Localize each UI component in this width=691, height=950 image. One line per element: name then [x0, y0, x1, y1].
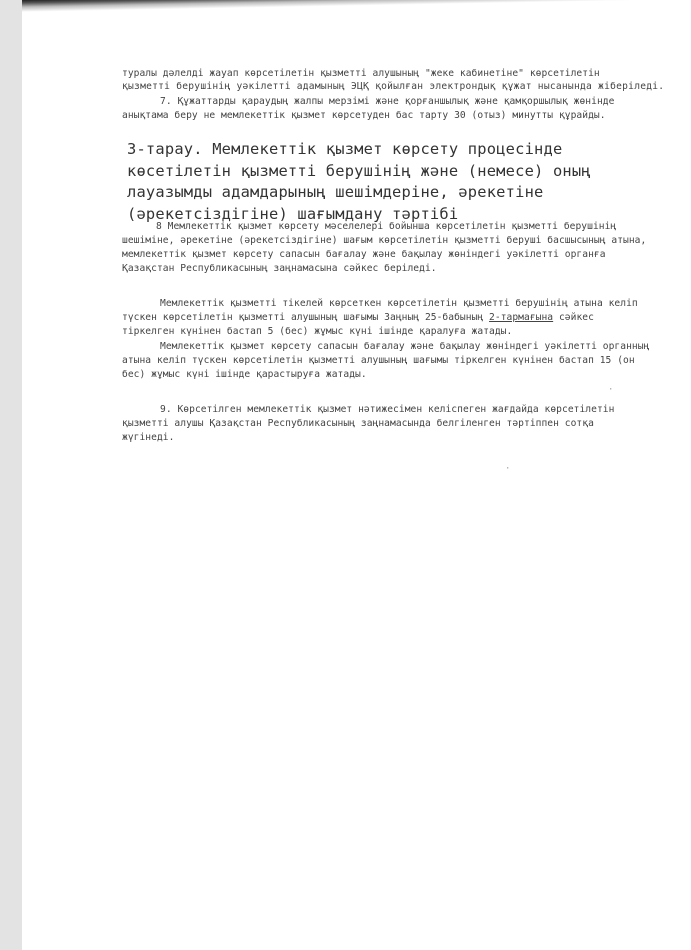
chapter-heading — [127, 139, 667, 225]
paragraph-8c-line: бес) жұмыс күні ішінде қарастыруға жатады. — [122, 369, 367, 380]
paragraph-7-line: анықтама беру не мемлекеттік қызмет көрсетуден бас тарту 30 (отыз) минутты құрайды. — [122, 110, 606, 121]
paragraph-9-line: 9. Көрсетілген мемлекеттік қызмет нәтижесімен келіспеген жағдайда көрсетілетін — [160, 404, 615, 415]
paragraph-9-line: жүгінеді. — [122, 432, 175, 443]
paragraph-8-line: 8 Мемлекеттік қызмет көрсету мәселелері бойынша көрсетілетін қызметті берушінің — [156, 221, 617, 232]
paragraph-8b-line — [122, 312, 594, 323]
paragraph-8b-line: тіркелген күнінен бастап 5 (бес) жұмыс күні ішінде қаралуға жатады. — [122, 326, 513, 337]
paragraph-9-line: қызметті алушы Қазақстан Республикасының заңнамасында белгіленген тәртіппен сотқа — [122, 418, 594, 429]
law-article-link[interactable]: 2-тармағына — [489, 312, 554, 323]
paragraph-text: түскен көрсетілетін қызметті алушының шағымы Заңның 25-бабының — [122, 312, 490, 323]
paragraph-line: туралы дәлелді жауап көрсетілетін қызметті алушының "жеке кабинетіне" көрсетілетін — [122, 68, 600, 79]
scan-speck: · — [608, 385, 614, 395]
paragraph-8b-line: Мемлекеттік қызметті тікелей көрсеткен көрсетілетін қызметті берушінің атына келіп — [160, 298, 638, 309]
chapter-heading-line: (әрекетсіздігіне) шағымдану тәртібі — [127, 204, 459, 223]
paragraph-8-line: мемлекеттік қызмет көрсету сапасын бағалау және бақылау жөніндегі уәкілетті органға — [122, 249, 606, 260]
scan-speck: · — [505, 464, 511, 474]
chapter-heading-line: 3-тарау. Мемлекеттік қызмет көрсету процесінде — [127, 140, 563, 158]
paragraph-line: қызметті берушінің уәкілетті адамының ЭЦҚ қойылған электрондық құжат нысанында жіберіледі. — [122, 81, 665, 92]
paragraph-7-line: 7. Құжаттарды қараудың жалпы мерзімі және қорғаншылық және қамқоршылық жөнінде — [160, 96, 615, 107]
chapter-heading-line: көсетілетін қызметті берушінің және (немесе) оның — [127, 161, 591, 180]
paragraph-8-line: шешіміне, әрекетіне (әрекетсіздігіне) шағым көрсетілетін қызметті беруші басшысының атына, — [122, 235, 647, 246]
chapter-heading-line: лауазымды адамдарының шешімдеріне, әрекетіне — [127, 183, 544, 201]
paragraph-8c-line: Мемлекеттік қызмет көрсету сапасын бағалау және бақылау жөніндегі уәкілетті органның — [160, 341, 650, 352]
paragraph-8-line: Қазақстан Республикасының заңнамасына сәйкес беріледі. — [122, 263, 437, 274]
paragraph-text: сәйкес — [553, 312, 594, 323]
paragraph-8c-line: атына келіп түскен көрсетілетін қызметті алушының шағымы тіркелген күнінен бастап 15 (он — [122, 355, 635, 366]
